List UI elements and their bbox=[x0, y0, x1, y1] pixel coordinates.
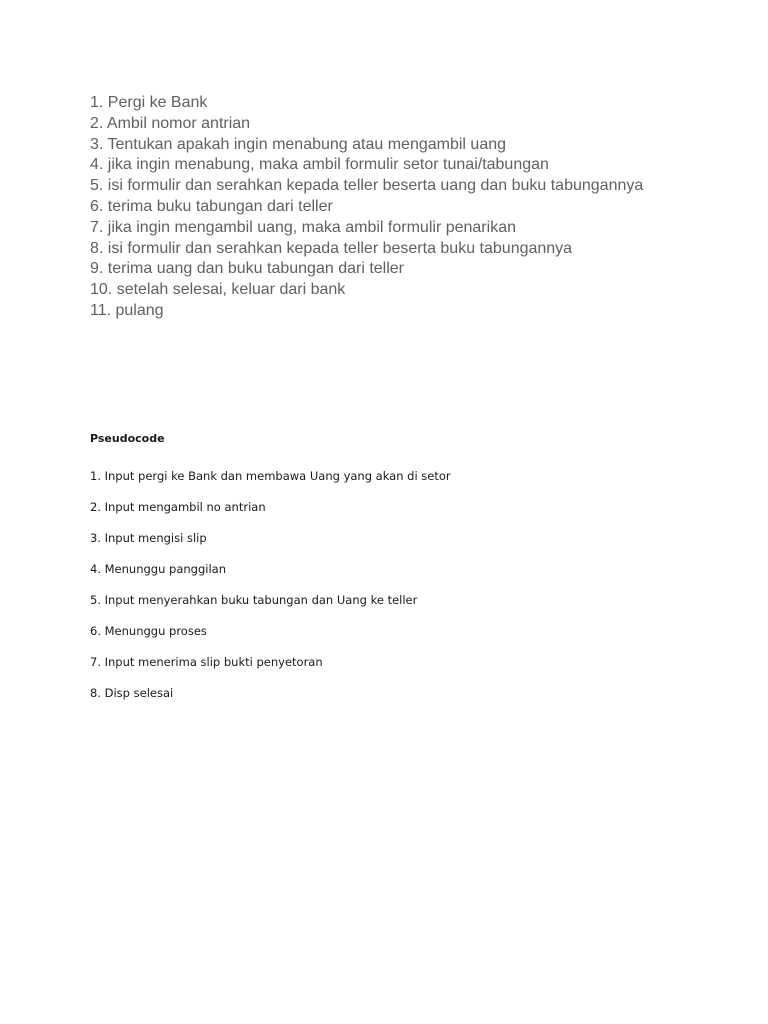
algorithm-steps-list bbox=[90, 93, 690, 322]
pseudocode-item: 6. Menunggu proses bbox=[90, 624, 207, 638]
step-item: 5. isi formulir dan serahkan kepada teller beserta uang dan buku tabungannya bbox=[90, 177, 644, 195]
pseudocode-section bbox=[90, 430, 690, 716]
step-item: 1. Pergi ke Bank bbox=[90, 94, 208, 111]
step-item: 4. jika ingin menabung, maka ambil formulir setor tunai/tabungan bbox=[90, 156, 549, 174]
step-item: 11. pulang bbox=[90, 301, 164, 319]
pseudocode-item: 8. Disp selesai bbox=[90, 686, 174, 700]
pseudocode-item: 2. Input mengambil no antrian bbox=[90, 500, 266, 514]
step-item: 2. Ambil nomor antrian bbox=[90, 114, 251, 132]
pseudocode-item: 4. Menunggu panggilan bbox=[90, 562, 226, 576]
step-item: 9. terima uang dan buku tabungan dari teller bbox=[90, 260, 404, 278]
pseudocode-title: Pseudocode bbox=[90, 432, 165, 445]
step-item: 10. setelah selesai, keluar dari bank bbox=[90, 281, 346, 299]
pseudocode-item: 3. Input mengisi slip bbox=[90, 531, 207, 545]
step-item: 8. isi formulir dan serahkan kepada teller beserta buku tabungannya bbox=[90, 239, 573, 257]
pseudocode-item: 1. Input pergi ke Bank dan membawa Uang yang akan di setor bbox=[90, 469, 451, 483]
step-item: 6. terima buku tabungan dari teller bbox=[90, 197, 333, 215]
pseudocode-list bbox=[90, 468, 690, 702]
pseudocode-item: 7. Input menerima slip bukti penyetoran bbox=[90, 655, 323, 669]
step-item: 7. jika ingin mengambil uang, maka ambil formulir penarikan bbox=[90, 218, 516, 236]
pseudocode-item: 5. Input menyerahkan buku tabungan dan Uang ke teller bbox=[90, 593, 418, 607]
step-item: 3. Tentukan apakah ingin menabung atau mengambil uang bbox=[90, 135, 507, 153]
